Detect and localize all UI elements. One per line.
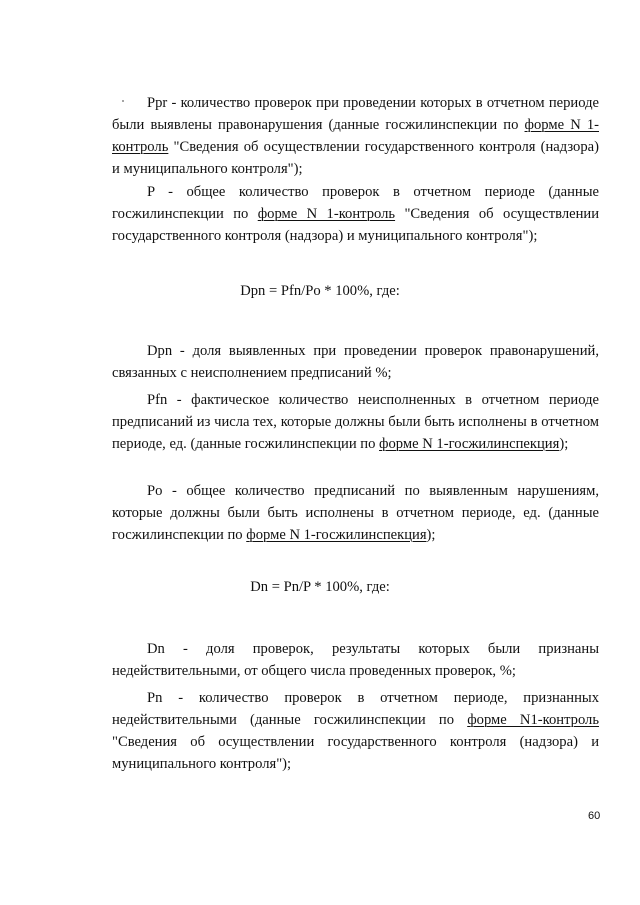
dpn-text: Dpn - доля выявленных при проведении проверок правонарушений, связанных с неисполнением предписаний %; — [112, 343, 599, 381]
paragraph-dpn — [112, 340, 599, 384]
form-link-1-kontrol[interactable]: форме N 1-контроль — [257, 206, 396, 222]
paragraph-po — [112, 480, 599, 546]
dn-text: Dn - доля проверок, результаты которых были признаны недействительными, от общего числа проведенных проверок, %; — [112, 641, 599, 679]
pn-text: Pn - количество проверок в отчетном периоде, признанных недействительными (данные госжилинспекции по — [112, 690, 599, 728]
paragraph-dn — [112, 638, 599, 682]
paragraph-ppr — [112, 92, 599, 180]
paragraph-pfn — [112, 389, 599, 455]
p-text: P - общее количество проверок в отчетном периоде (данные госжилинспекции по — [112, 184, 599, 222]
formula-dpn: Dpn = Pfn/Po * 100%, где: — [240, 283, 400, 299]
p-text-after: "Сведения об осуществлении государственного контроля (надзора) и муниципального контроля"); — [112, 206, 600, 244]
po-text-after: ); — [426, 527, 436, 543]
form-link-n1-kontrol[interactable]: форме N1-контроль — [467, 712, 599, 728]
form-link-1-gosjilinspekciya[interactable]: форме N 1-госжилинспекция — [246, 527, 427, 543]
po-text: Po - общее количество предписаний по выявленным нарушениям, которые должны были быть исполнены в отчетном периоде, ед. (данные госжилинспекции по — [112, 483, 599, 543]
formula-dn: Dn = Pn/P * 100%, где: — [250, 579, 390, 595]
form-link-1-gosjilinspekciya[interactable]: форме N 1-госжилинспекция — [379, 436, 560, 452]
paragraph-pn — [112, 687, 599, 775]
ppr-text-after: "Сведения об осуществлении государственного контроля (надзора) и муниципального контроля"); — [112, 139, 599, 177]
pfn-text: Pfn - фактическое количество неисполненных в отчетном периоде предписаний из числа тех, которые должны были быть исполнены в отчетном периоде, ед. (данные госжилинспекции по — [112, 392, 599, 452]
pn-text-after: "Сведения об осуществлении государственного контроля (надзора) и муниципального контроля"); — [112, 734, 599, 772]
form-link-1-kontrol[interactable]: форме N 1-контроль — [112, 117, 599, 155]
ppr-text: Ppr - количество проверок при проведении которых в отчетном периоде были выявлены правонарушения (данные госжилинспекции по — [112, 95, 599, 133]
page-number: 60 — [588, 810, 601, 822]
pfn-text-after: ); — [559, 436, 569, 452]
paragraph-p — [112, 181, 599, 247]
